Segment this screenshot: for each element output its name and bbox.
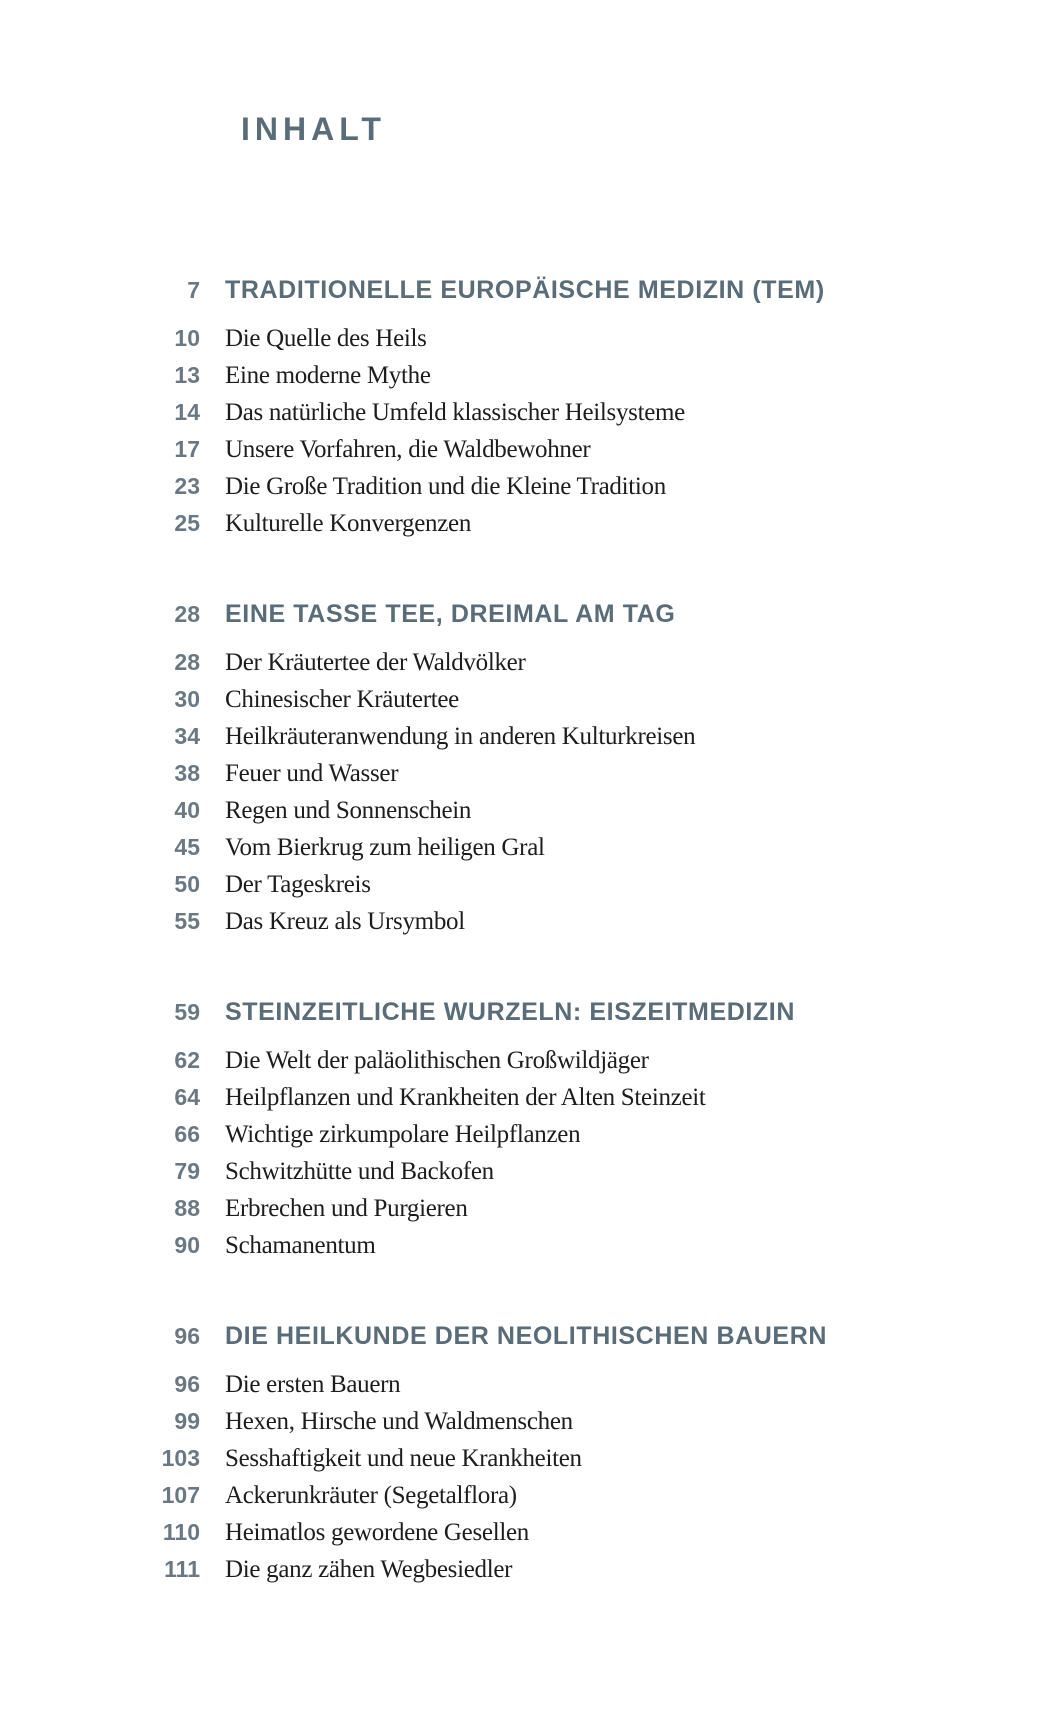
section-heading: STEINZEITLICHE WURZELN: EISZEITMEDIZIN [225,998,796,1026]
toc-entry [0,1190,1063,1227]
entry-title: Der Kräutertee der Waldvölker [225,649,526,676]
toc-entry [0,718,1063,755]
section-page-number: 7 [187,277,200,303]
toc-section [0,1322,1063,1588]
entry-title: Regen und Sonnenschein [225,797,472,824]
toc-section-heading-row [0,276,1063,320]
toc-entry [0,431,1063,468]
entry-title: Wichtige zirkumpolare Heilpflanzen [225,1121,581,1148]
toc-section-heading-row [0,1322,1063,1366]
toc-section [0,998,1063,1264]
toc-entry [0,866,1063,903]
toc-entry [0,505,1063,542]
entry-page-number: 14 [174,399,200,425]
toc-section-heading-row [0,998,1063,1042]
entry-page-number: 62 [174,1047,200,1073]
toc-entry [0,1514,1063,1551]
entry-title: Heimatlos gewordene Gesellen [225,1519,529,1546]
toc-entry [0,468,1063,505]
entry-title: Hexen, Hirsche und Waldmenschen [225,1408,573,1435]
entry-title: Die ganz zähen Wegbesiedler [225,1556,513,1583]
entry-title: Schwitzhütte und Backofen [225,1158,494,1185]
toc-entry [0,903,1063,940]
toc-entry [0,792,1063,829]
toc-entry [0,1551,1063,1588]
entry-page-number: 96 [174,1371,200,1397]
toc-entry [0,1403,1063,1440]
entry-title: Vom Bierkrug zum heiligen Gral [225,834,545,861]
page-title: INHALT [241,111,386,147]
entry-page-number: 66 [174,1121,200,1147]
entry-page-number: 103 [161,1445,200,1471]
entry-page-number: 110 [162,1519,200,1545]
entry-title: Ackerunkräuter (Segetalflora) [225,1482,517,1509]
entry-title: Die ersten Bauern [225,1371,401,1398]
toc-entry [0,1366,1063,1403]
toc-entry [0,1227,1063,1264]
toc-section [0,276,1063,542]
entry-title: Sesshaftigkeit und neue Krankheiten [225,1445,582,1472]
table-of-contents [0,276,1063,1588]
entry-title: Das natürliche Umfeld klassischer Heilsysteme [225,399,685,426]
entry-title: Chinesischer Kräutertee [225,686,459,713]
entry-page-number: 38 [174,760,200,786]
entry-page-number: 88 [174,1195,200,1221]
entry-page-number: 40 [174,797,200,823]
section-heading: TRADITIONELLE EUROPÄISCHE MEDIZIN (TEM) [225,276,825,304]
entry-title: Erbrechen und Purgieren [225,1195,468,1222]
entry-page-number: 90 [174,1232,200,1258]
entry-page-number: 99 [174,1408,200,1434]
entry-page-number: 79 [174,1158,200,1184]
section-page-number: 28 [174,601,200,627]
toc-entry [0,1440,1063,1477]
entry-page-number: 64 [174,1084,200,1110]
entry-title: Der Tageskreis [225,871,371,898]
toc-entry [0,1116,1063,1153]
entry-title: Eine moderne Mythe [225,362,431,389]
entry-title: Heilkräuteranwendung in anderen Kulturkreisen [225,723,696,750]
toc-entry [0,357,1063,394]
toc-entry [0,1477,1063,1514]
section-heading: EINE TASSE TEE, DREIMAL AM TAG [225,600,676,628]
entry-title: Die Welt der paläolithischen Großwildjäger [225,1047,649,1074]
entry-title: Das Kreuz als Ursymbol [225,908,465,935]
entry-page-number: 13 [174,362,200,388]
entry-page-number: 34 [174,723,200,749]
toc-entry [0,1042,1063,1079]
section-heading: DIE HEILKUNDE DER NEOLITHISCHEN BAUERN [225,1322,827,1350]
toc-entry [0,755,1063,792]
toc-section [0,600,1063,940]
entry-title: Feuer und Wasser [225,760,399,787]
entry-page-number: 111 [164,1556,200,1582]
entry-title: Kulturelle Konvergenzen [225,510,472,537]
entry-page-number: 107 [161,1482,200,1508]
entry-page-number: 25 [174,510,200,536]
entry-page-number: 45 [174,834,200,860]
toc-entry [0,681,1063,718]
entry-title: Unsere Vorfahren, die Waldbewohner [225,436,591,463]
entry-page-number: 55 [174,908,200,934]
toc-section-heading-row [0,600,1063,644]
entry-page-number: 23 [174,473,200,499]
entry-title: Die Quelle des Heils [225,325,427,352]
section-page-number: 59 [174,999,200,1025]
toc-entry [0,829,1063,866]
section-page-number: 96 [174,1323,200,1349]
toc-entry [0,1153,1063,1190]
entry-title: Heilpflanzen und Krankheiten der Alten Steinzeit [225,1084,706,1111]
entry-title: Die Große Tradition und die Kleine Tradition [225,473,666,500]
entry-title: Schamanentum [225,1232,376,1259]
entry-page-number: 50 [174,871,200,897]
toc-entry [0,1079,1063,1116]
toc-entry [0,320,1063,357]
entry-page-number: 10 [174,325,200,351]
toc-entry [0,394,1063,431]
toc-entry [0,644,1063,681]
entry-page-number: 17 [174,436,200,462]
entry-page-number: 30 [174,686,200,712]
entry-page-number: 28 [174,649,200,675]
